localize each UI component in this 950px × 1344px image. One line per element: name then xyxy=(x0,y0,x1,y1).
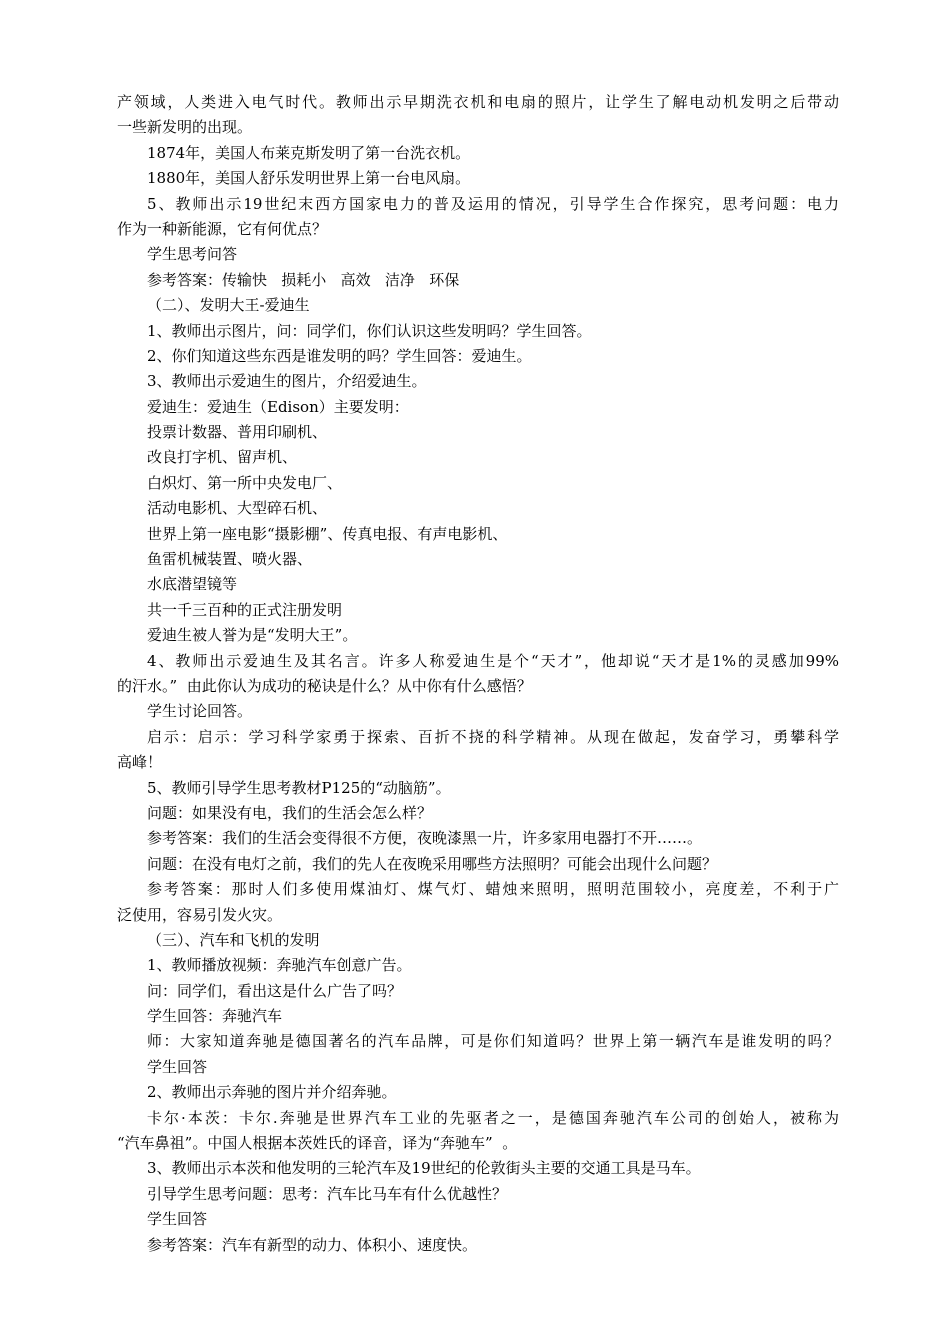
paragraph-line: 作为一种新能源，它有何优点？ xyxy=(117,219,328,238)
paragraph-line: 问题：在没有电灯之前，我们的先人在夜晚采用哪些方法照明？可能会出现什么问题？ xyxy=(147,854,718,873)
paragraph-line: 爱迪生被人誉为是“发明大王”。 xyxy=(147,626,358,645)
paragraph-line: 鱼雷机械装置、喷火器、 xyxy=(147,550,313,569)
paragraph-line: 引导学生思考问题：思考：汽车比马车有什么优越性？ xyxy=(147,1184,508,1203)
paragraph-line: 一些新发明的出现。 xyxy=(117,118,253,137)
paragraph-line: 学生回答 xyxy=(147,1057,208,1076)
paragraph-line: 活动电影机、大型碎石机、 xyxy=(147,499,328,518)
paragraph-line: 1880年，美国人舒乐发明世界上第一台电风扇。 xyxy=(147,169,471,188)
paragraph-line: 问：同学们，看出这是什么广告了吗？ xyxy=(147,981,403,1000)
paragraph-line: 1、教师播放视频：奔驰汽车创意广告。 xyxy=(147,956,412,975)
paragraph-line: 2、教师出示奔驰的图片并介绍奔驰。 xyxy=(147,1083,397,1102)
paragraph-line: 世界上第一座电影“摄影棚”、传真电报、有声电影机、 xyxy=(147,524,508,543)
paragraph-line: 2、你们知道这些东西是谁发明的吗？学生回答：爱迪生。 xyxy=(147,346,532,365)
paragraph-line: 卡尔·本茨：卡尔.奔驰是世界汽车工业的先驱者之一，是德国奔驰汽车公司的创始人，被称为 xyxy=(147,1108,839,1127)
paragraph-line: 1、教师出示图片，问：同学们，你们认识这些发明吗？学生回答。 xyxy=(147,321,592,340)
paragraph-line: 参考答案：我们的生活会变得很不方便，夜晚漆黑一片，许多家用电器打不开……。 xyxy=(147,829,703,848)
paragraph-line: 5、教师引导学生思考教材P125的“动脑筋”。 xyxy=(147,778,451,797)
paragraph-line: 爱迪生：爱迪生（Edison）主要发明： xyxy=(147,397,409,416)
paragraph-line: “汽车鼻祖”。中国人根据本茨姓氏的译音，译为“奔驰车” 。 xyxy=(117,1134,518,1153)
paragraph-line: 学生讨论回答。 xyxy=(147,702,253,721)
paragraph-line: 白炽灯、第一所中央发电厂、 xyxy=(147,473,343,492)
paragraph-line: 改良打字机、留声机、 xyxy=(147,448,298,467)
paragraph-line: 3、教师出示本茨和他发明的三轮汽车及19世纪的伦敦街头主要的交通工具是马车。 xyxy=(147,1159,701,1178)
paragraph-line: 水底潜望镜等 xyxy=(147,575,238,594)
paragraph-line: 5、教师出示19世纪末西方国家电力的普及运用的情况，引导学生合作探究，思考问题：电力 xyxy=(147,194,839,213)
paragraph-line: 泛使用，容易引发火灾。 xyxy=(117,905,283,924)
paragraph-line: 共一千三百种的正式注册发明 xyxy=(147,600,343,619)
paragraph-line: 学生思考问答 xyxy=(147,245,238,264)
paragraph-line: 参考答案：传输快 损耗小 高效 洁净 环保 xyxy=(147,270,460,289)
paragraph-line: 的汗水。” 由此你认为成功的秘诀是什么？从中你有什么感悟？ xyxy=(117,676,532,695)
paragraph-line: 问题：如果没有电，我们的生活会怎么样？ xyxy=(147,803,433,822)
paragraph-line: （三）、汽车和飞机的发明 xyxy=(147,930,320,949)
document-body xyxy=(117,90,839,1258)
paragraph-line: 高峰！ xyxy=(117,753,163,772)
paragraph-line: 学生回答 xyxy=(147,1210,208,1229)
paragraph-line: （二）、发明大王-爱迪生 xyxy=(147,296,310,315)
paragraph-line: 3、教师出示爱迪生的图片，介绍爱迪生。 xyxy=(147,372,427,391)
paragraph-line: 师：大家知道奔驰是德国著名的汽车品牌，可是你们知道吗？世界上第一辆汽车是谁发明的吗？ xyxy=(147,1032,839,1051)
paragraph-line: 投票计数器、普用印刷机、 xyxy=(147,423,328,442)
paragraph-line: 4、教师出示爱迪生及其名言。许多人称爱迪生是个“天才”，他却说“天才是1%的灵感加99% xyxy=(147,651,839,670)
paragraph-line: 1874年，美国人布莱克斯发明了第一台洗衣机。 xyxy=(147,143,471,162)
paragraph-line: 参考答案：汽车有新型的动力、体积小、速度快。 xyxy=(147,1235,478,1254)
paragraph-line: 产领域，人类进入电气时代。教师出示早期洗衣机和电扇的照片，让学生了解电动机发明之后带动 xyxy=(117,93,839,111)
paragraph-line: 参考答案：那时人们多使用煤油灯、煤气灯、蜡烛来照明，照明范围较小，亮度差，不利于广 xyxy=(147,880,839,899)
paragraph-line: 启示：启示：学习科学家勇于探索、百折不挠的科学精神。从现在做起，发奋学习，勇攀科学 xyxy=(147,727,839,746)
paragraph-line: 学生回答：奔驰汽车 xyxy=(147,1007,283,1026)
